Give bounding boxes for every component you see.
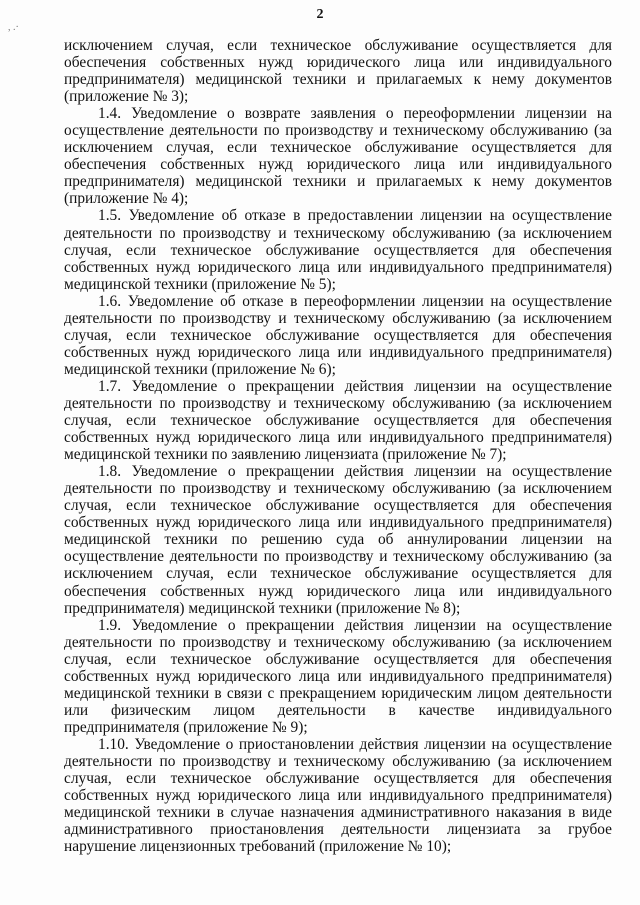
paragraph-1-5: 1.5. Уведомление об отказе в предоставлении лицензии на осуществление деятельности по производству и техническому обслуживанию (за исключением случая, если техническое обслуживание осуществляется для обеспечения собственных нужд юридического лица или индивидуального предпринимателя) медицинской техники (приложение № 5); <box>64 207 612 293</box>
document-body <box>64 37 612 855</box>
paragraph-1-6: 1.6. Уведомление об отказе в переоформлении лицензии на осуществление деятельности по производству и техническому обслуживанию (за исключением случая, если техническое обслуживание осуществляется для обеспечения собственных нужд юридического лица или индивидуального предпринимателя) медицинской техники (приложение № 6); <box>64 292 612 378</box>
paragraph-1-7: 1.7. Уведомление о прекращении действия лицензии на осуществление деятельности по производству и техническому обслуживанию (за исключением случая, если техническое обслуживание осуществляется для обеспечения собственных нужд юридического лица или индивидуального предпринимателя) медицинской техники по заявлению лицензиата (приложение № 7); <box>64 377 612 464</box>
page-number: 2 <box>316 7 324 22</box>
paragraph-1-10: 1.10. Уведомление о приостановлении действия лицензии на осуществление деятельности по производству и техническому обслуживанию (за исключением случая, если техническое обслуживание осуществляется для обеспечения собственных нужд юридического лица или индивидуального предпринимателя) медицинской техники в случае назначения административного наказания в виде административного приостановления деятельности лицензиата за грубое нарушение лицензионных требований (приложение № 10); <box>64 735 612 856</box>
paragraph-1-9: 1.9. Уведомление о прекращении действия лицензии на осуществление деятельности по производству и техническому обслуживанию (за исключением случая, если техническое обслуживание осуществляется для обеспечения собственных нужд юридического лица или индивидуального предпринимателя) медицинской техники в связи с прекращением юридическим лицом деятельности или физическим лицом деятельности в качестве индивидуального предпринимателя (приложение № 9); <box>64 616 612 736</box>
paragraph-1-8: 1.8. Уведомление о прекращении действия лицензии на осуществление деятельности по производству и техническому обслуживанию (за исключением случая, если техническое обслуживание осуществляется для обеспечения собственных нужд юридического лица или индивидуального предпринимателя) медицинской техники по решению суда об аннулировании лицензии на осуществление деятельности по производству и техническому обслуживанию (за исключением случая, если техническое обслуживание осуществляется для обеспечения собственных нужд юридического лица или индивидуального предпринимателя) медицинской техники (приложение № 8); <box>64 463 612 617</box>
paragraph-1-4: 1.4. Уведомление о возврате заявления о переоформлении лицензии на осуществление деятельности по производству и техническому обслуживанию (за исключением случая, если техническое обслуживание осуществляется для обеспечения собственных нужд юридического лица или индивидуального предпринимателя) медицинской техники и прилагаемых к нему документов (приложение № 4); <box>64 105 612 208</box>
scan-mark: , .· <box>8 22 19 33</box>
paragraph-continuation: исключением случая, если техническое обслуживание осуществляется для обеспечения собственных нужд юридического лица или индивидуального предпринимателя) медицинской техники и прилагаемых к нему документов (приложение № 3); <box>64 37 612 106</box>
